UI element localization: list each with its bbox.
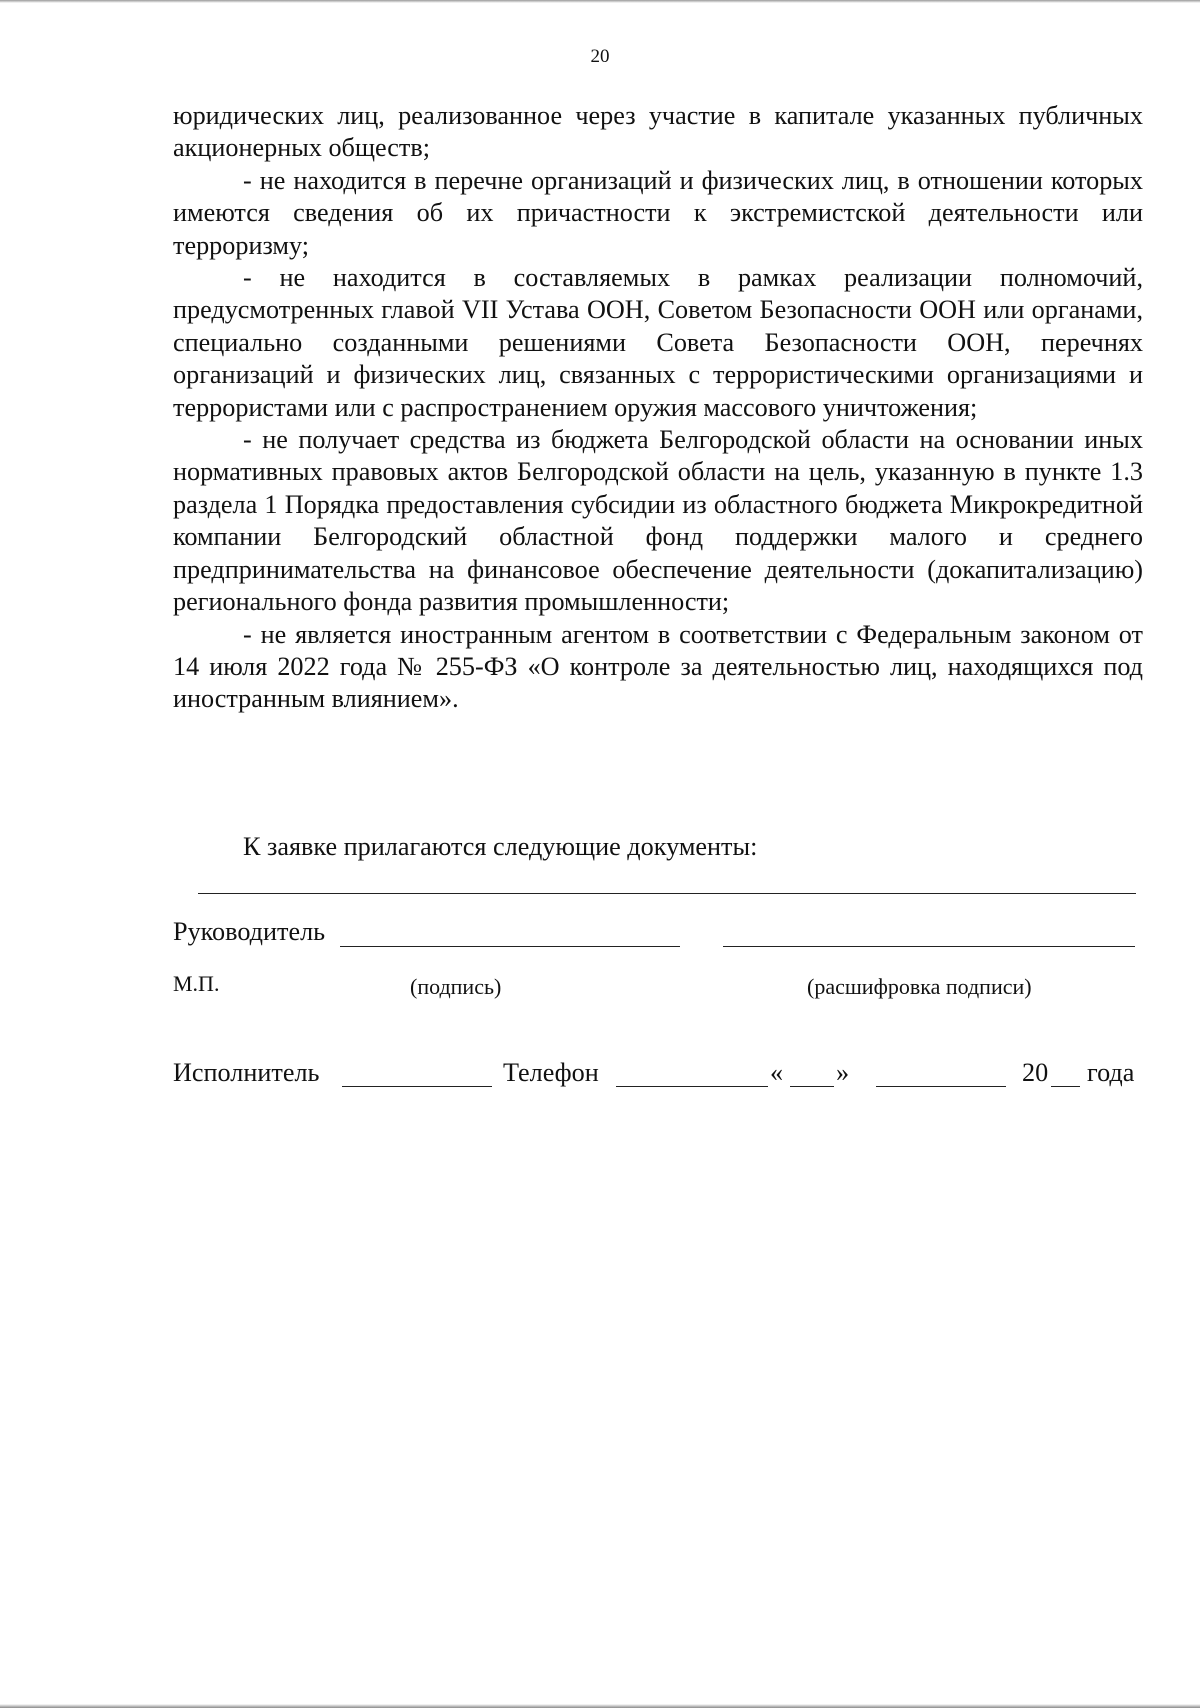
body-text — [173, 100, 1143, 716]
month-blank — [876, 1086, 1006, 1087]
quote-close: » — [836, 1058, 850, 1087]
phone-blank — [616, 1086, 768, 1087]
paragraph-un-list: - не находится в составляемых в рамках реализации полномочий, предусмотренных главой VII Устава ООН, Советом Безопасности ООН или органами, специально созданными решениями Совета Безопасности ООН, перечнях организаций и физических лиц, связанных с террористическими организациями и террористами или с распространением оружия массового уничтожения; — [173, 263, 1143, 422]
paragraph-extremism-list: - не находится в перечне организаций и физических лиц, в отношении которых имеются сведения об их причастности к экстремистской деятельности или терроризму; — [173, 165, 1143, 260]
scan-edge-bottom — [0, 1704, 1200, 1708]
scan-edge-top — [0, 0, 1200, 3]
attachments-blank-line — [198, 893, 1136, 894]
year-prefix: 20 — [1022, 1058, 1049, 1087]
stamp-label: М.П. — [173, 971, 220, 996]
day-blank — [790, 1086, 834, 1087]
paragraph-foreign-agent: - не является иностранным агентом в соответствии с Федеральным законом от 14 июля 2022 года № 255-ФЗ «О контроле за деятельностью лиц, находящихся под иностранным влиянием». — [173, 619, 1143, 714]
year-suffix: года — [1087, 1058, 1135, 1087]
paragraph-continuation: юридических лиц, реализованное через участие в капитале указанных публичных акционерных обществ; — [173, 101, 1143, 163]
head-label: Руководитель — [173, 917, 326, 946]
quote-open: « — [770, 1058, 784, 1087]
decoding-blank — [723, 946, 1135, 947]
paragraph-budget-funds: - не получает средства из бюджета Белгородской области на основании иных нормативных правовых актов Белгородской области на цель, указанную в пункте 1.3 раздела 1 Порядка предоставления субсидии из областного бюджета Микрокредитной компании Белгородский областной фонд поддержки малого и среднего предпринимательства на финансовое обеспечение деятельности (докапитализацию) регионального фонда развития промышленности; — [173, 425, 1143, 617]
executor-blank — [342, 1086, 492, 1087]
executor-label: Исполнитель — [173, 1058, 320, 1087]
signature-caption: (подпись) — [410, 974, 502, 999]
phone-label: Телефон — [503, 1058, 599, 1087]
page-number: 20 — [590, 46, 610, 67]
decoding-caption: (расшифровка подписи) — [807, 974, 1032, 999]
signature-blank — [340, 946, 680, 947]
year-blank — [1051, 1086, 1080, 1087]
attachments-label: К заявке прилагаются следующие документы: — [243, 832, 758, 861]
